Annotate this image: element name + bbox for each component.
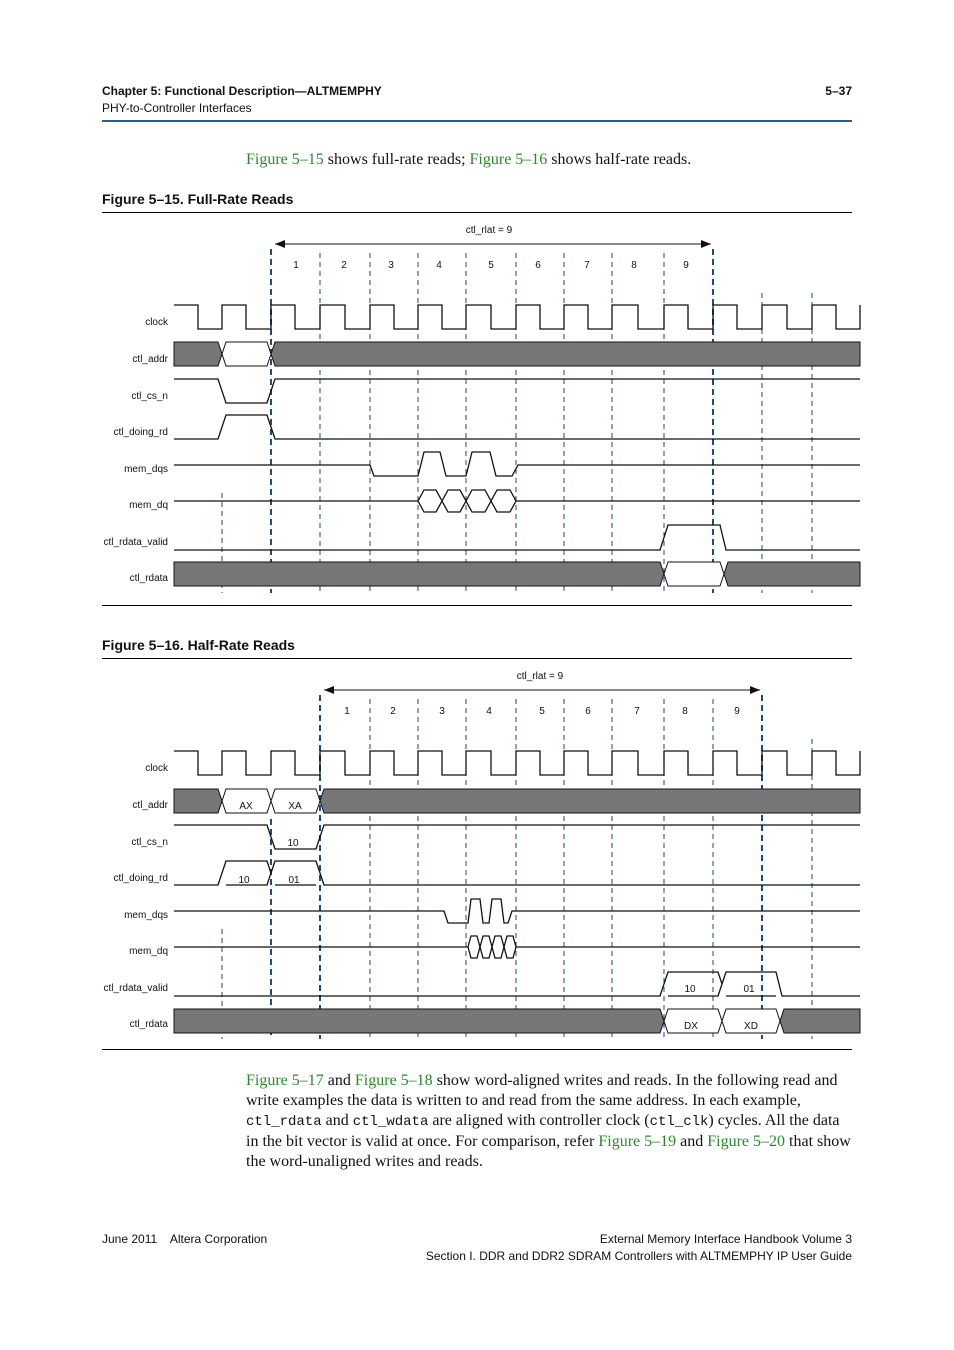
ctl-doing-rd-waveform: [174, 415, 860, 439]
signal-name: clock: [145, 317, 168, 328]
mem-dqs-waveform: [174, 452, 860, 476]
doing-rd-value: 10: [238, 875, 250, 886]
rdata-value: XD: [744, 1021, 758, 1032]
ctl-rdata-waveform: [174, 562, 860, 586]
rdata-valid-value: 10: [684, 984, 696, 995]
mem-dqs-waveform: [174, 899, 860, 923]
code-ctl-clk: ctl_clk: [649, 1114, 709, 1130]
doing-rd-value: 01: [288, 875, 300, 886]
ctl-addr-waveform: [174, 789, 860, 813]
ctl-cs-n-waveform: [174, 379, 860, 403]
figure-5-17-link[interactable]: Figure 5–17: [246, 1072, 324, 1089]
cycle-numbers: [344, 706, 740, 717]
body-text: that show the word-unaligned writes and reads.: [246, 1133, 851, 1170]
ctl-cs-n-waveform: [174, 825, 860, 849]
signal-name: ctl_rdata_valid: [103, 537, 168, 548]
header-rule: [102, 120, 852, 122]
figure-15-title: Figure 5–15. Full-Rate Reads: [102, 191, 294, 207]
signal-name: ctl_doing_rd: [113, 427, 168, 438]
rdata-value: DX: [684, 1021, 698, 1032]
cycle-number: 4: [486, 706, 492, 717]
cycle-number: 8: [631, 260, 637, 271]
header-chapter: Chapter 5: Functional Description—ALTMEMPHY: [102, 84, 382, 98]
body-text: and: [323, 1072, 355, 1089]
cycle-number: 7: [584, 260, 590, 271]
signal-name: ctl_rdata_valid: [103, 983, 168, 994]
footer-right-2: Section I. DDR and DDR2 SDRAM Controllers with ALTMEMPHY IP User Guide: [425, 1249, 852, 1263]
signal-name: ctl_doing_rd: [113, 873, 168, 884]
body-text: ) cycles. All the data in the bit vector is valid at once. For comparison, refer: [246, 1112, 840, 1150]
signal-names: [104, 763, 169, 1030]
footer-right-1: External Memory Interface Handbook Volume 3: [599, 1232, 852, 1246]
cycle-number: 9: [734, 706, 740, 717]
latency-bounds: [271, 249, 713, 593]
mem-dq-waveform: [174, 936, 860, 958]
signal-name: mem_dqs: [124, 910, 168, 921]
cycle-number: 3: [439, 706, 445, 717]
signal-name: mem_dqs: [124, 464, 168, 475]
signal-name: ctl_rdata: [129, 1019, 168, 1030]
mem-dq-waveform: [174, 490, 860, 512]
figure-5-15-link[interactable]: Figure 5–15: [246, 151, 324, 168]
rdata-valid-value: 01: [743, 984, 755, 995]
cycle-number: 6: [585, 706, 591, 717]
figure-16-diagram: [0, 659, 954, 1051]
cycle-number: 5: [488, 260, 494, 271]
cycle-number: 1: [293, 260, 299, 271]
code-ctl-wdata: ctl_wdata: [352, 1114, 429, 1130]
body-text: are aligned with controller clock (: [428, 1112, 650, 1129]
intro-text-1: shows full-rate reads;: [323, 151, 470, 168]
clock-waveform: [174, 751, 860, 775]
cycle-grid: [222, 699, 812, 1039]
cycle-number: 2: [341, 260, 347, 271]
addr-value: XA: [288, 801, 302, 812]
body-text: show word-aligned writes and reads. In the following read and write examples the data is written to and read from the same address. In each example,: [246, 1072, 838, 1109]
latency-label: ctl_rlat = 9: [465, 225, 513, 236]
cycle-numbers: [293, 260, 689, 271]
figure-5-18-link[interactable]: Figure 5–18: [354, 1072, 433, 1089]
clock-waveform: [174, 305, 860, 329]
signal-name: ctl_cs_n: [131, 837, 168, 848]
latency-label: ctl_rlat = 9: [516, 671, 564, 682]
signal-name: ctl_addr: [132, 354, 168, 365]
cycle-number: 1: [344, 706, 350, 717]
ctl-rdata-waveform: [174, 1009, 860, 1033]
figure-5-20-link[interactable]: Figure 5–20: [707, 1133, 786, 1150]
body-text: and: [676, 1133, 708, 1150]
code-ctl-rdata: ctl_rdata: [246, 1114, 322, 1130]
figure-16-title: Figure 5–16. Half-Rate Reads: [102, 637, 295, 653]
page-number: 5–37: [825, 84, 852, 98]
cycle-number: 4: [436, 260, 442, 271]
footer-left: June 2011 Altera Corporation: [102, 1232, 268, 1246]
ctl-rdata-valid-waveform: [174, 972, 860, 996]
cycle-number: 6: [535, 260, 541, 271]
cs-n-value: 10: [287, 838, 299, 849]
body-paragraph: [246, 1071, 852, 1172]
cycle-number: 8: [682, 706, 688, 717]
cycle-number: 9: [683, 260, 689, 271]
signal-name: ctl_addr: [132, 800, 168, 811]
signal-names: [104, 317, 169, 584]
body-text: and: [321, 1112, 353, 1129]
signal-name: clock: [145, 763, 168, 774]
ctl-doing-rd-waveform: [174, 861, 860, 886]
figure-5-16-link[interactable]: Figure 5–16: [469, 151, 548, 168]
intro-text-2: shows half-rate reads.: [547, 151, 692, 168]
intro-paragraph: [246, 150, 852, 170]
cycle-number: 7: [634, 706, 640, 717]
signal-name: ctl_cs_n: [131, 391, 168, 402]
header-section: PHY-to-Controller Interfaces: [102, 101, 252, 115]
figure-5-19-link[interactable]: Figure 5–19: [598, 1133, 677, 1150]
signal-name: mem_dq: [129, 500, 168, 511]
ctl-addr-waveform: [174, 342, 860, 366]
addr-value: AX: [239, 801, 253, 812]
signal-name: mem_dq: [129, 946, 168, 957]
cycle-number: 3: [388, 260, 394, 271]
signal-name: ctl_rdata: [129, 573, 168, 584]
ctl-rdata-valid-waveform: [174, 525, 860, 550]
cycle-number: 2: [390, 706, 396, 717]
figure-15-bottom-rule: [102, 605, 852, 606]
figure-16-bottom-rule: [102, 1049, 852, 1050]
cycle-number: 5: [539, 706, 545, 717]
figure-15-diagram: [0, 213, 954, 605]
